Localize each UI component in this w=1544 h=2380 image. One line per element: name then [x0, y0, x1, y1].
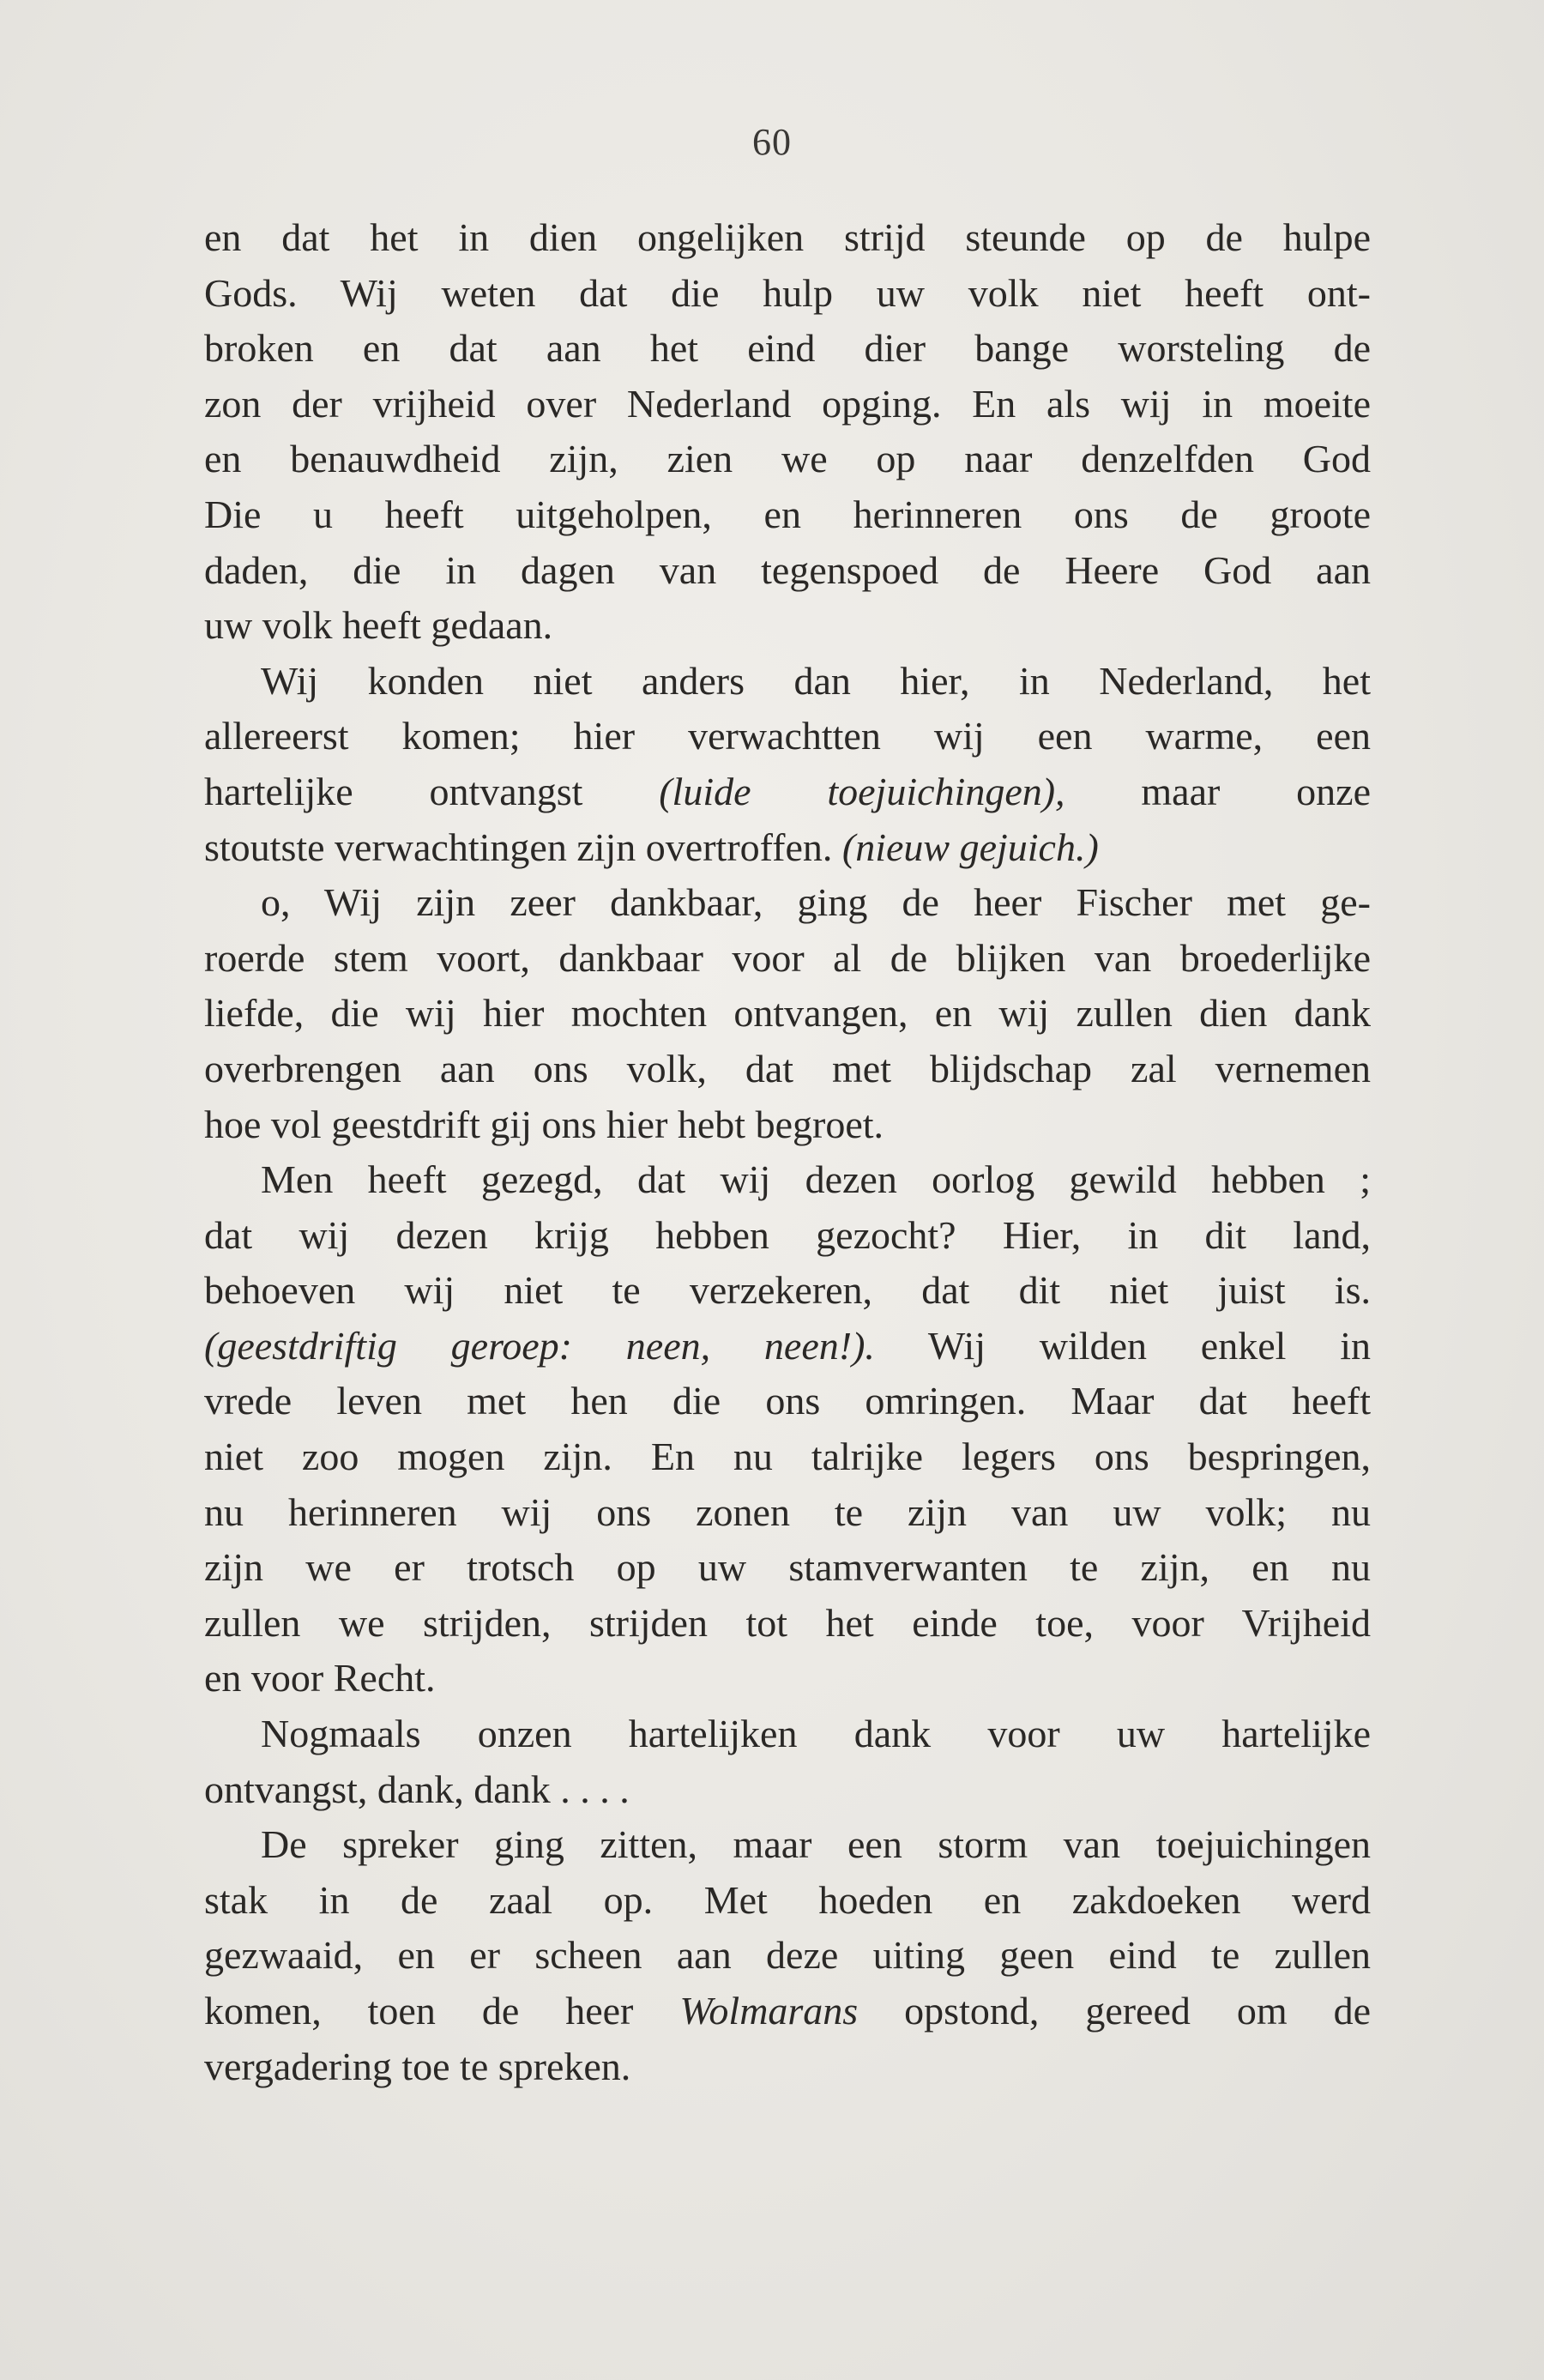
text-line	[204, 2039, 1371, 2095]
text-span: overbrengen aan ons volk, dat met blijdschap zal vernemen	[204, 1046, 1371, 1090]
text-span: broken en dat aan het eind dier bange worsteling de	[204, 326, 1371, 371]
text-line	[204, 709, 1371, 764]
text-span: nu herinneren wij ons zonen te zijn van uw volk; nu	[204, 1489, 1371, 1534]
text-span: zon der vrijheid over Nederland opging. En als wij in moeite	[204, 381, 1371, 426]
text-span: zullen we strijden, strijden tot het einde toe, voor Vrijheid	[204, 1600, 1371, 1645]
italic-text: (nieuw gejuich.)	[841, 825, 1099, 869]
text-span: De spreker ging zitten, maar een storm van toejuichingen	[261, 1822, 1371, 1867]
text-line	[204, 1263, 1371, 1319]
text-line	[204, 321, 1371, 377]
text-span: uw volk heeft gedaan.	[204, 603, 553, 648]
page-number: 60	[752, 121, 792, 163]
text-span: vergadering toe te spreken.	[204, 2044, 631, 2088]
text-line	[204, 1817, 1371, 1873]
text-span: vrede leven met hen die ons omringen. Maar dat heeft	[204, 1379, 1371, 1423]
text-span: maar onze	[1065, 769, 1371, 813]
text-span: hoe vol geestdrift gij ons hier hebt begroet.	[204, 1102, 884, 1146]
text-span: Wij konden niet anders dan hier, in Nederland, het	[261, 658, 1371, 703]
italic-text: (geestdriftig geroep: neen, neen!).	[204, 1323, 875, 1368]
text-line	[204, 598, 1371, 654]
text-span: stak in de zaal op. Met hoeden en zakdoeken werd	[204, 1877, 1371, 1922]
text-span: behoeven wij niet te verzekeren, dat dit niet juist is.	[204, 1268, 1371, 1313]
text-line	[204, 1984, 1371, 2039]
text-line	[204, 1706, 1371, 1762]
text-span: roerde stem voort, dankbaar voor al de blijken van broederlijke	[204, 935, 1371, 980]
text-line	[204, 1651, 1371, 1706]
text-line	[204, 1928, 1371, 1984]
text-span: hartelijke ontvangst	[204, 769, 660, 813]
text-span: en dat het in dien ongelijken strijd steunde op de hulpe	[204, 215, 1371, 259]
text-span: Die u heeft uitgeholpen, en herinneren ons de groote	[204, 492, 1371, 536]
text-line	[204, 1208, 1371, 1264]
italic-text: Wolmarans	[679, 1989, 859, 2033]
text-span: opstond, gereed om de	[858, 1989, 1371, 2033]
text-span: allereerst komen; hier verwachtten wij een warme, een	[204, 714, 1371, 758]
text-line	[204, 377, 1371, 432]
text-span: liefde, die wij hier mochten ontvangen, en wij zullen dien dank	[204, 991, 1371, 1036]
text-span: en voor Recht.	[204, 1656, 436, 1700]
text-line	[204, 1152, 1371, 1208]
text-span: gezwaaid, en er scheen aan deze uiting geen eind te zullen	[204, 1933, 1371, 1978]
text-span: Wij wilden enkel in	[874, 1323, 1371, 1368]
text-span: Men heeft gezegd, dat wij dezen oorlog gewild hebben ;	[261, 1157, 1371, 1202]
text-span: en benauwdheid zijn, zien we op naar denzelfden God	[204, 437, 1371, 481]
italic-text: (luide toejuichingen),	[659, 769, 1065, 813]
text-line	[204, 1097, 1371, 1153]
text-span: niet zoo mogen zijn. En nu talrijke legers ons bespringen,	[204, 1435, 1371, 1479]
text-line	[204, 986, 1371, 1042]
text-span: daden, die in dagen van tegenspoed de Heere God aan	[204, 547, 1371, 592]
text-line	[204, 654, 1371, 710]
text-line	[204, 875, 1371, 931]
text-line	[204, 1485, 1371, 1541]
text-span: zijn we er trotsch op uw stamverwanten te zijn, en nu	[204, 1545, 1371, 1590]
text-line	[204, 820, 1371, 876]
text-line	[204, 931, 1371, 987]
text-line	[204, 432, 1371, 487]
text-span: dat wij dezen krijg hebben gezocht? Hier, in dit land,	[204, 1212, 1371, 1257]
text-line	[204, 1540, 1371, 1596]
text-line	[204, 764, 1371, 820]
text-span: Nogmaals onzen hartelijken dank voor uw hartelijke	[261, 1712, 1371, 1756]
text-line	[204, 1374, 1371, 1429]
text-line	[204, 1596, 1371, 1652]
text-line	[204, 1319, 1371, 1374]
text-line	[204, 1042, 1371, 1097]
text-span: ontvangst, dank, dank . . . .	[204, 1767, 630, 1811]
text-line	[204, 1762, 1371, 1818]
body-text	[204, 210, 1371, 2094]
text-line	[204, 1873, 1371, 1929]
text-span: komen, toen de heer	[204, 1989, 680, 2033]
text-line	[204, 1429, 1371, 1485]
text-span: o, Wij zijn zeer dankbaar, ging de heer Fischer met ge-	[261, 880, 1371, 925]
text-span: stoutste verwachtingen zijn overtroffen.	[204, 825, 842, 869]
text-line	[204, 487, 1371, 543]
text-line	[204, 210, 1371, 266]
text-line	[204, 266, 1371, 322]
text-line	[204, 543, 1371, 599]
text-span: Gods. Wij weten dat die hulp uw volk niet heeft ont-	[204, 270, 1371, 315]
